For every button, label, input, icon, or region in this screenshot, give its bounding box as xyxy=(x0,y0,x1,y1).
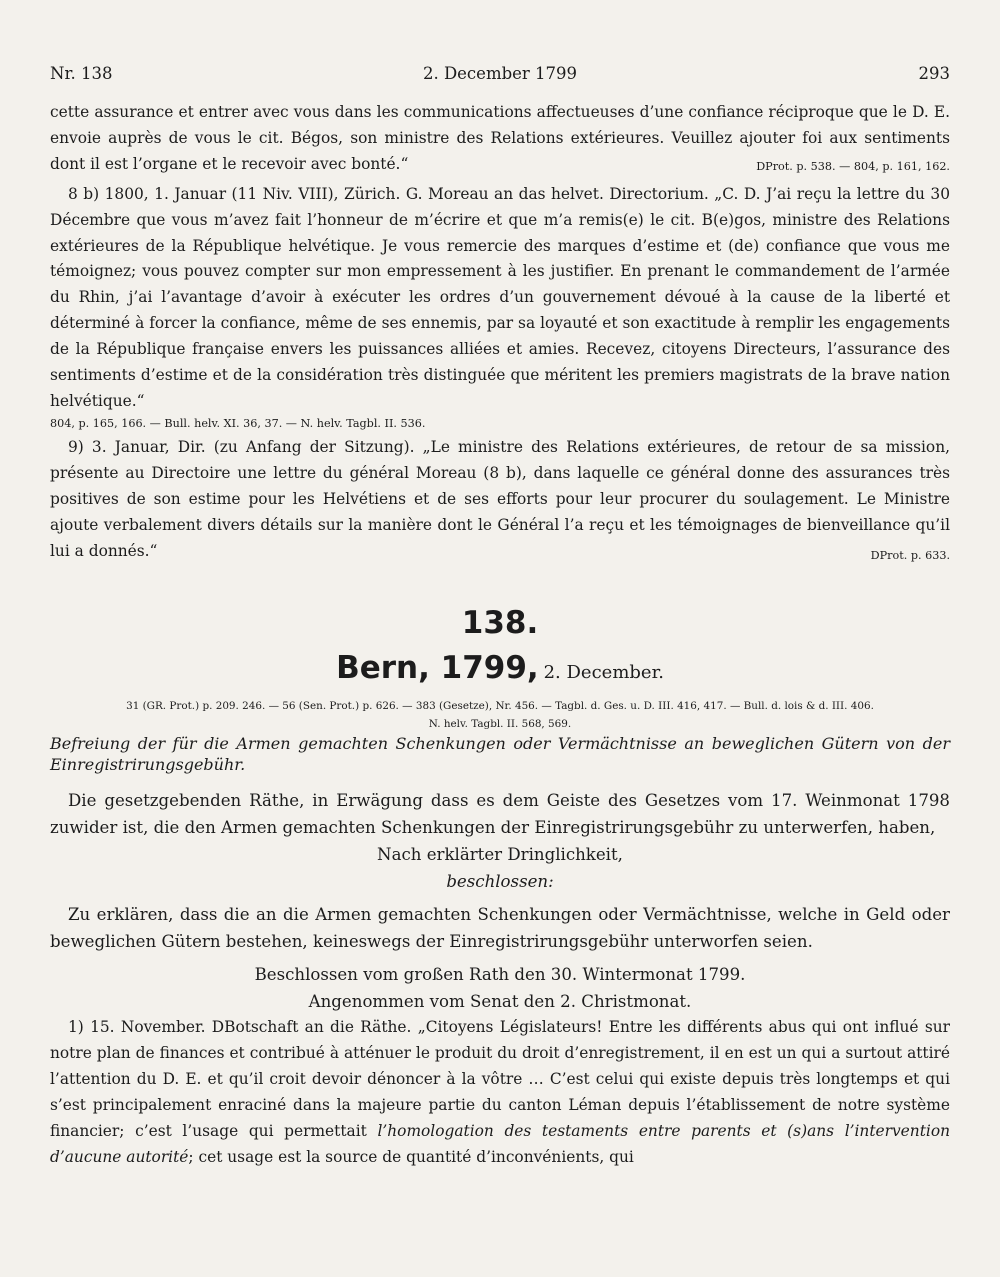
document-number: 138. xyxy=(461,605,539,642)
note-9-text: 9) 3. Januar, Dir. (zu Anfang der Sitzung). „Le ministre des Relations extérieures, de retour de sa mission, présente au Directoire une lettre du général Moreau (8 b), dans laquelle ce général donne des assurances très positives de son estime pour les Helvétiens et de ses efforts pour leur procurer du soulagement. Le Ministre ajoute verbalement divers détails sur la manière dont le Général l’a reçu et les témoignages de bienveillance qu’il lui a donnés.“ xyxy=(50,437,950,560)
page-number: 293 xyxy=(918,64,950,83)
law-article: Zu erklären, dass die an die Armen gemachten Schenkungen oder Vermächtnisse, welche in Geld oder beweglichen Gütern bestehen, keineswegs der Einregistrirungsgebühr unterworfen seien. xyxy=(50,905,950,952)
law-adopted-great-council: Beschlossen vom großen Rath den 30. Wintermonat 1799. xyxy=(254,965,746,985)
document-number-header: Nr. 138 xyxy=(50,64,113,83)
header-date: 2. December 1799 xyxy=(422,64,578,83)
page-body xyxy=(50,100,950,1171)
regest-title: Befreiung der für die Armen gemachten Schenkungen oder Vermächtnisse an beweglichen Gütern von der Einregistrirungsgebühr. xyxy=(50,734,950,775)
reference-note: DProt. p. 538. — 804, p. 161, 162. xyxy=(756,159,950,173)
law-adopted-senate: Angenommen vom Senat den 2. Christmonat. xyxy=(308,992,692,1012)
footnote-1-end: ; cet usage est la source de quantité d’inconvénients, qui xyxy=(188,1147,634,1166)
footnote-1 xyxy=(50,1015,950,1170)
document-date: 2. December. xyxy=(543,662,664,684)
law-resolved: beschlossen: xyxy=(446,872,554,892)
place-date-line xyxy=(50,648,950,693)
continued-text: cette assurance et entrer avec vous dans les communications affectueuses d’une confiance réciproque que le D. E. envoie auprès de vous le cit. Bégos, son ministre des Relations extérieures. Veuillez ajouter foi aux sentiments dont il est l’organe et le recevoir avec bonté.“ xyxy=(50,103,950,173)
page-header xyxy=(50,64,950,86)
footnote-1-text: 1) 15. November. DBotschaft an die Räthe. „Citoyens Législateurs! Entre les différents abus qui ont influé sur notre plan de finances et contribué à atténuer le produit du droit d’enregistrement, il en est un qui a surtout attiré l’attention du D. E. et qu’il croit devoir dénoncer à la vôtre … C’est celui qui existe depuis très longtemps et qui s’est principalement enraciné dans la majeure partie du canton Léman depuis l’établissement de notre système financier; c’est l’usage qui permettait xyxy=(50,1018,950,1141)
law-urgency: Nach erklärter Dringlichkeit, xyxy=(377,845,623,865)
source-references xyxy=(50,697,950,733)
source-line-1: 31 (GR. Prot.) p. 209. 246. — 56 (Sen. Prot.) p. 626. — 383 (Gesetze), Nr. 456. — Tagbl. d. Ges. u. D. III. 416, 417. — Bull. d. lois & d. III. 406. xyxy=(126,700,874,713)
note-8b-reference: 804, p. 165, 166. — Bull. helv. XI. 36, 37. — N. helv. Tagbl. II. 536. xyxy=(50,416,426,430)
footnote-1-italic: l’homologation des testaments entre parents et (s)ans l’intervention d’aucune autorité xyxy=(50,1122,950,1166)
law-text xyxy=(50,787,950,1015)
note-9 xyxy=(50,435,950,565)
place-year: Bern, 1799, xyxy=(336,650,539,687)
note-8b: 8 b) 1800, 1. Januar (11 Niv. VIII), Zürich. G. Moreau an das helvet. Directorium. „C. D. J’ai reçu la lettre du 30 Décembre que vous m’avez fait l’honneur de m’écrire et que m’a remis(e) le cit. B(e)gos, ministre des Relations extérieures de la République helvétique. Je vous remercie des marques d’estime et (de) confiance que vous me témoignez; vous pouvez compter sur mon empressement à les justifier. En prenant le commandement de l’armée du Rhin, j’ai l’avantage d’avoir à exécuter les ordres d’un gouvernement dévoué à la cause de la liberté et déterminé à forcer la confiance, même de ses ennemis, par sa loyauté et son exactitude à remplir les engagements de la République française envers les puissances alliées et amies. Recevez, citoyens Directeurs, l’assurance des sentiments d’estime et de la considération très distinguée que méritent les premiers magistrats de la brave nation helvétique.“ xyxy=(50,184,950,410)
note-9-reference: DProt. p. 633. xyxy=(870,548,950,562)
law-preamble: Die gesetzgebenden Räthe, in Erwägung dass es dem Geiste des Gesetzes vom 17. Weinmonat 1798 zuwider ist, die den Armen gemachten Schenkungen der Einregistrirungsgebühr zu unterwerfen, haben, xyxy=(50,791,950,838)
continued-paragraph xyxy=(50,100,950,178)
source-line-2: N. helv. Tagbl. II. 568, 569. xyxy=(428,718,572,731)
